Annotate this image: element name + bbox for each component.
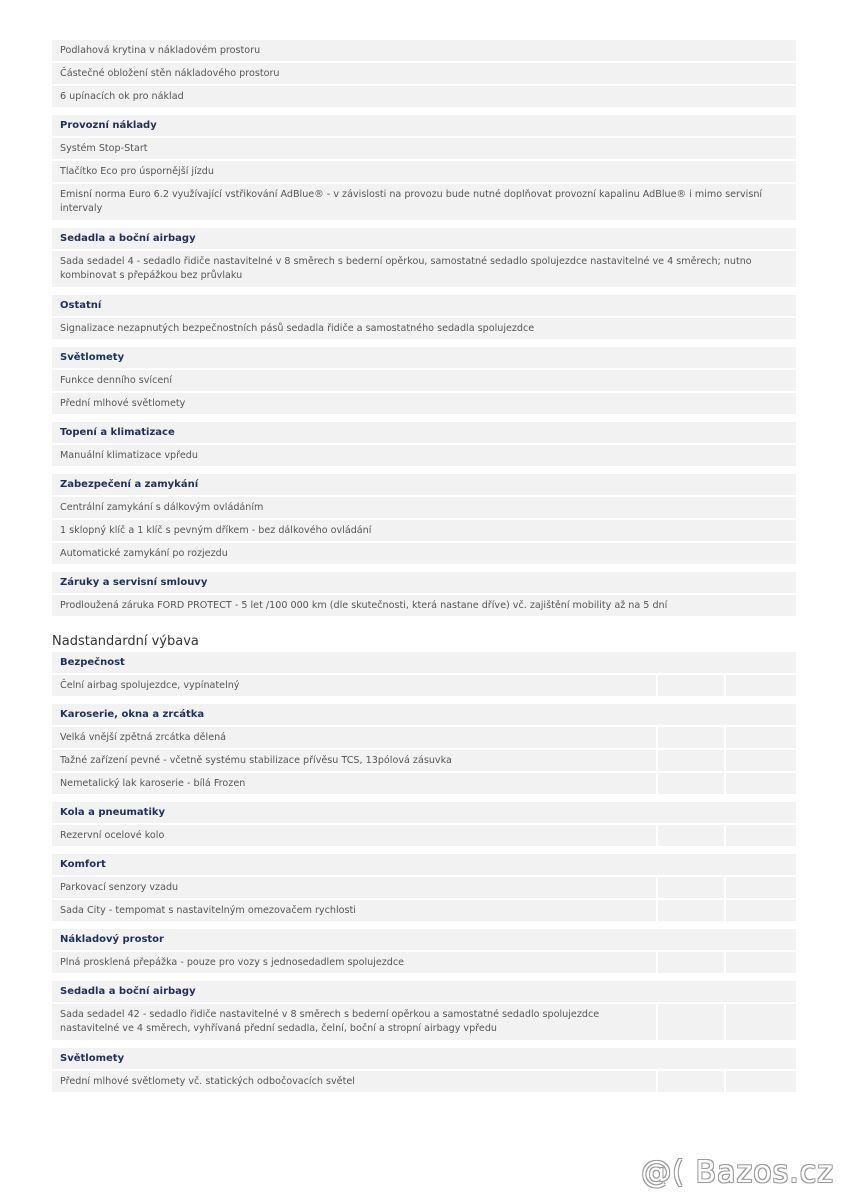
section-header: Záruky a servisní smlouvy — [52, 572, 796, 593]
equipment-item: Centrální zamykání s dálkovým ovládáním — [52, 497, 796, 518]
section-header: Karoserie, okna a zrcátka — [52, 704, 796, 725]
equipment-section — [52, 981, 796, 1040]
equipment-section — [52, 572, 796, 616]
price-cell — [658, 900, 724, 921]
section-header: Sedadla a boční airbagy — [52, 228, 796, 249]
price-cell — [658, 1071, 724, 1092]
optional-equipment — [52, 652, 796, 1092]
equipment-section — [52, 652, 796, 696]
equipment-item: Funkce denního svícení — [52, 370, 796, 391]
price-cell — [658, 727, 724, 748]
equipment-item: Manuální klimatizace vpředu — [52, 445, 796, 466]
section-header: Světlomety — [52, 1048, 796, 1069]
equipment-row — [52, 1071, 796, 1092]
equipment-item: Přední mlhové světlomety vč. statických odbočovacích světel — [52, 1071, 656, 1092]
price-vat-cell — [726, 727, 796, 748]
equipment-item: Sada sedadel 4 - sedadlo řidiče nastavitelné v 8 směrech s bederní opěrkou, samostatné sedadlo spolujezdce nastavitelné ve 4 směrech; nutno kombinovat s přepážkou bez průvlaku — [52, 251, 796, 287]
equipment-section — [52, 115, 796, 220]
equipment-item: 6 upínacích ok pro náklad — [52, 86, 796, 107]
equipment-item: Prodloužená záruka FORD PROTECT - 5 let /100 000 km (dle skutečnosti, která nastane dříve) vč. zajištění mobility až na 5 dní — [52, 595, 796, 616]
equipment-item: Sada sedadel 42 - sedadlo řidiče nastavitelné v 8 směrech s bederní opěrkou a samostatné sedadlo spolujezdce nastavitelné ve 4 směrech, vyhřívaná přední sedadla, čelní, boční a stropní airbagy vpředu — [52, 1004, 656, 1040]
equipment-section — [52, 1048, 796, 1092]
price-vat-cell — [726, 675, 796, 696]
equipment-row — [52, 900, 796, 921]
standard-equipment — [52, 40, 796, 616]
price-vat-cell — [726, 1071, 796, 1092]
equipment-item: Plná prosklená přepážka - pouze pro vozy s jednosedadlem spolujezdce — [52, 952, 656, 973]
section-header: Topení a klimatizace — [52, 422, 796, 443]
section-header: Kola a pneumatiky — [52, 802, 796, 823]
equipment-item: Částečné obložení stěn nákladového prostoru — [52, 63, 796, 84]
equipment-item: Nemetalický lak karoserie - bílá Frozen — [52, 773, 656, 794]
equipment-section — [52, 228, 796, 287]
equipment-section — [52, 854, 796, 921]
equipment-section — [52, 929, 796, 973]
section-header: Bezpečnost — [52, 652, 796, 673]
equipment-row — [52, 750, 796, 771]
equipment-row — [52, 825, 796, 846]
equipment-item: Signalizace nezapnutých bezpečnostních pásů sedadla řidiče a samostatného sedadla spolujezdce — [52, 318, 796, 339]
equipment-row — [52, 1004, 796, 1040]
document — [52, 40, 796, 1094]
equipment-row — [52, 877, 796, 898]
price-vat-cell — [726, 900, 796, 921]
price-vat-cell — [726, 825, 796, 846]
equipment-item: Čelní airbag spolujezdce, vypínatelný — [52, 675, 656, 696]
price-cell — [658, 1004, 724, 1040]
equipment-item: 1 sklopný klíč a 1 klíč s pevným dříkem - bez dálkového ovládání — [52, 520, 796, 541]
equipment-item: Tlačítko Eco pro úspornější jízdu — [52, 161, 796, 182]
equipment-item: Podlahová krytina v nákladovém prostoru — [52, 40, 796, 61]
equipment-item: Parkovací senzory vzadu — [52, 877, 656, 898]
section-header: Nákladový prostor — [52, 929, 796, 950]
section-header: Komfort — [52, 854, 796, 875]
equipment-section — [52, 295, 796, 339]
price-vat-cell — [726, 877, 796, 898]
price-cell — [658, 750, 724, 771]
equipment-section — [52, 40, 796, 107]
equipment-row — [52, 773, 796, 794]
equipment-row — [52, 952, 796, 973]
price-cell — [658, 877, 724, 898]
price-vat-cell — [726, 773, 796, 794]
equipment-section — [52, 704, 796, 794]
equipment-section — [52, 474, 796, 564]
price-cell — [658, 675, 724, 696]
equipment-item: Automatické zamykání po rozjezdu — [52, 543, 796, 564]
equipment-row — [52, 727, 796, 748]
equipment-item: Sada City - tempomat s nastavitelným omezovačem rychlosti — [52, 900, 656, 921]
section-header: Světlomety — [52, 347, 796, 368]
optional-equipment-title: Nadstandardní výbava — [52, 634, 199, 649]
section-header: Zabezpečení a zamykání — [52, 474, 796, 495]
price-cell — [658, 952, 724, 973]
section-header: Sedadla a boční airbagy — [52, 981, 796, 1002]
equipment-row — [52, 675, 796, 696]
equipment-item: Systém Stop-Start — [52, 138, 796, 159]
price-vat-cell — [726, 952, 796, 973]
price-cell — [658, 773, 724, 794]
equipment-item: Emisní norma Euro 6.2 využívající vstřikování AdBlue® - v závislosti na provozu bude nutné doplňovat provozní kapalinu AdBlue® i mimo servisní intervaly — [52, 184, 796, 220]
equipment-item: Rezervní ocelové kolo — [52, 825, 656, 846]
price-cell — [658, 825, 724, 846]
equipment-section — [52, 422, 796, 466]
price-vat-cell — [726, 750, 796, 771]
equipment-item: Přední mlhové světlomety — [52, 393, 796, 414]
section-header: Provozní náklady — [52, 115, 796, 136]
equipment-section — [52, 802, 796, 846]
price-vat-cell — [726, 1004, 796, 1040]
section-header: Ostatní — [52, 295, 796, 316]
equipment-item: Velká vnější zpětná zrcátka dělená — [52, 727, 656, 748]
equipment-item: Tažné zařízení pevné - včetně systému stabilizace přívěsu TCS, 13pólová zásuvka — [52, 750, 656, 771]
equipment-section — [52, 347, 796, 414]
bazos-watermark: @( Bazos.cz — [641, 1155, 834, 1190]
